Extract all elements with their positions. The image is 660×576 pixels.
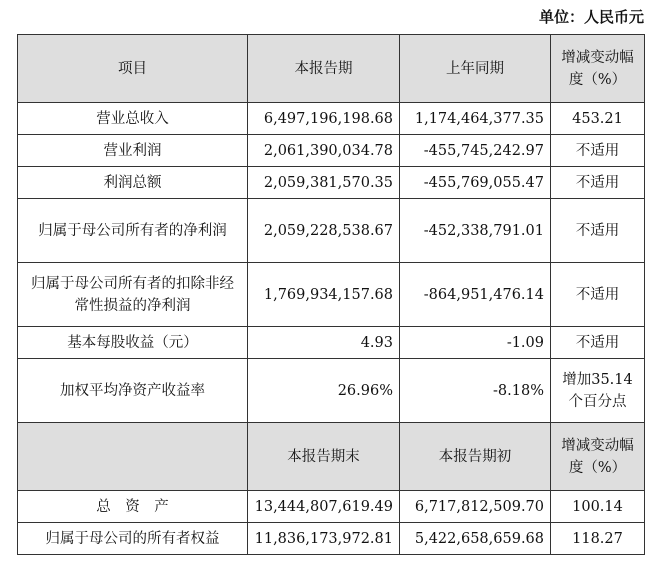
row-prior: -864,951,476.14 [400, 263, 551, 327]
table-row [18, 491, 645, 523]
header-change-pct: 增减变动幅度（%） [551, 35, 645, 103]
row-prior: -452,338,791.01 [400, 199, 551, 263]
table-subheader-row [18, 423, 645, 491]
row-change: 453.21 [551, 103, 645, 135]
row-change: 100.14 [551, 491, 645, 523]
row-current: 13,444,807,619.49 [248, 491, 400, 523]
subheader-period-end: 本报告期末 [248, 423, 400, 491]
row-current: 4.93 [248, 327, 400, 359]
row-item: 归属于母公司所有者的净利润 [18, 199, 248, 263]
unit-label: 单位：人民币元 [538, 8, 644, 26]
financial-summary-table [17, 34, 645, 555]
row-prior: 6,717,812,509.70 [400, 491, 551, 523]
row-prior: -8.18% [400, 359, 551, 423]
row-item: 总 资 产 [18, 491, 248, 523]
row-change: 不适用 [551, 199, 645, 263]
header-item: 项目 [18, 35, 248, 103]
row-prior: -455,745,242.97 [400, 135, 551, 167]
table-row [18, 359, 645, 423]
row-change: 不适用 [551, 327, 645, 359]
row-current: 6,497,196,198.68 [248, 103, 400, 135]
row-item: 利润总额 [18, 167, 248, 199]
row-item: 营业利润 [18, 135, 248, 167]
table-header-row [18, 35, 645, 103]
row-current: 11,836,173,972.81 [248, 523, 400, 555]
row-current: 26.96% [248, 359, 400, 423]
row-current: 2,059,381,570.35 [248, 167, 400, 199]
header-current-period: 本报告期 [248, 35, 400, 103]
table-row [18, 327, 645, 359]
table-row [18, 263, 645, 327]
row-change: 不适用 [551, 135, 645, 167]
row-change: 不适用 [551, 263, 645, 327]
subheader-item [18, 423, 248, 491]
table-row [18, 103, 645, 135]
row-item: 基本每股收益（元） [18, 327, 248, 359]
table-row [18, 523, 645, 555]
row-change: 不适用 [551, 167, 645, 199]
table-row [18, 167, 645, 199]
row-item: 营业总收入 [18, 103, 248, 135]
row-item: 归属于母公司的所有者权益 [18, 523, 248, 555]
subheader-period-start: 本报告期初 [400, 423, 551, 491]
row-current: 2,059,228,538.67 [248, 199, 400, 263]
table-row [18, 199, 645, 263]
row-current: 1,769,934,157.68 [248, 263, 400, 327]
row-prior: 5,422,658,659.68 [400, 523, 551, 555]
header-prior-period: 上年同期 [400, 35, 551, 103]
row-change: 增加35.14个百分点 [551, 359, 645, 423]
row-prior: 1,174,464,377.35 [400, 103, 551, 135]
row-prior: -1.09 [400, 327, 551, 359]
row-current: 2,061,390,034.78 [248, 135, 400, 167]
row-item: 归属于母公司所有者的扣除非经常性损益的净利润 [18, 263, 248, 327]
table-row [18, 135, 645, 167]
row-prior: -455,769,055.47 [400, 167, 551, 199]
subheader-change-pct: 增减变动幅度（%） [551, 423, 645, 491]
row-change: 118.27 [551, 523, 645, 555]
row-item: 加权平均净资产收益率 [18, 359, 248, 423]
